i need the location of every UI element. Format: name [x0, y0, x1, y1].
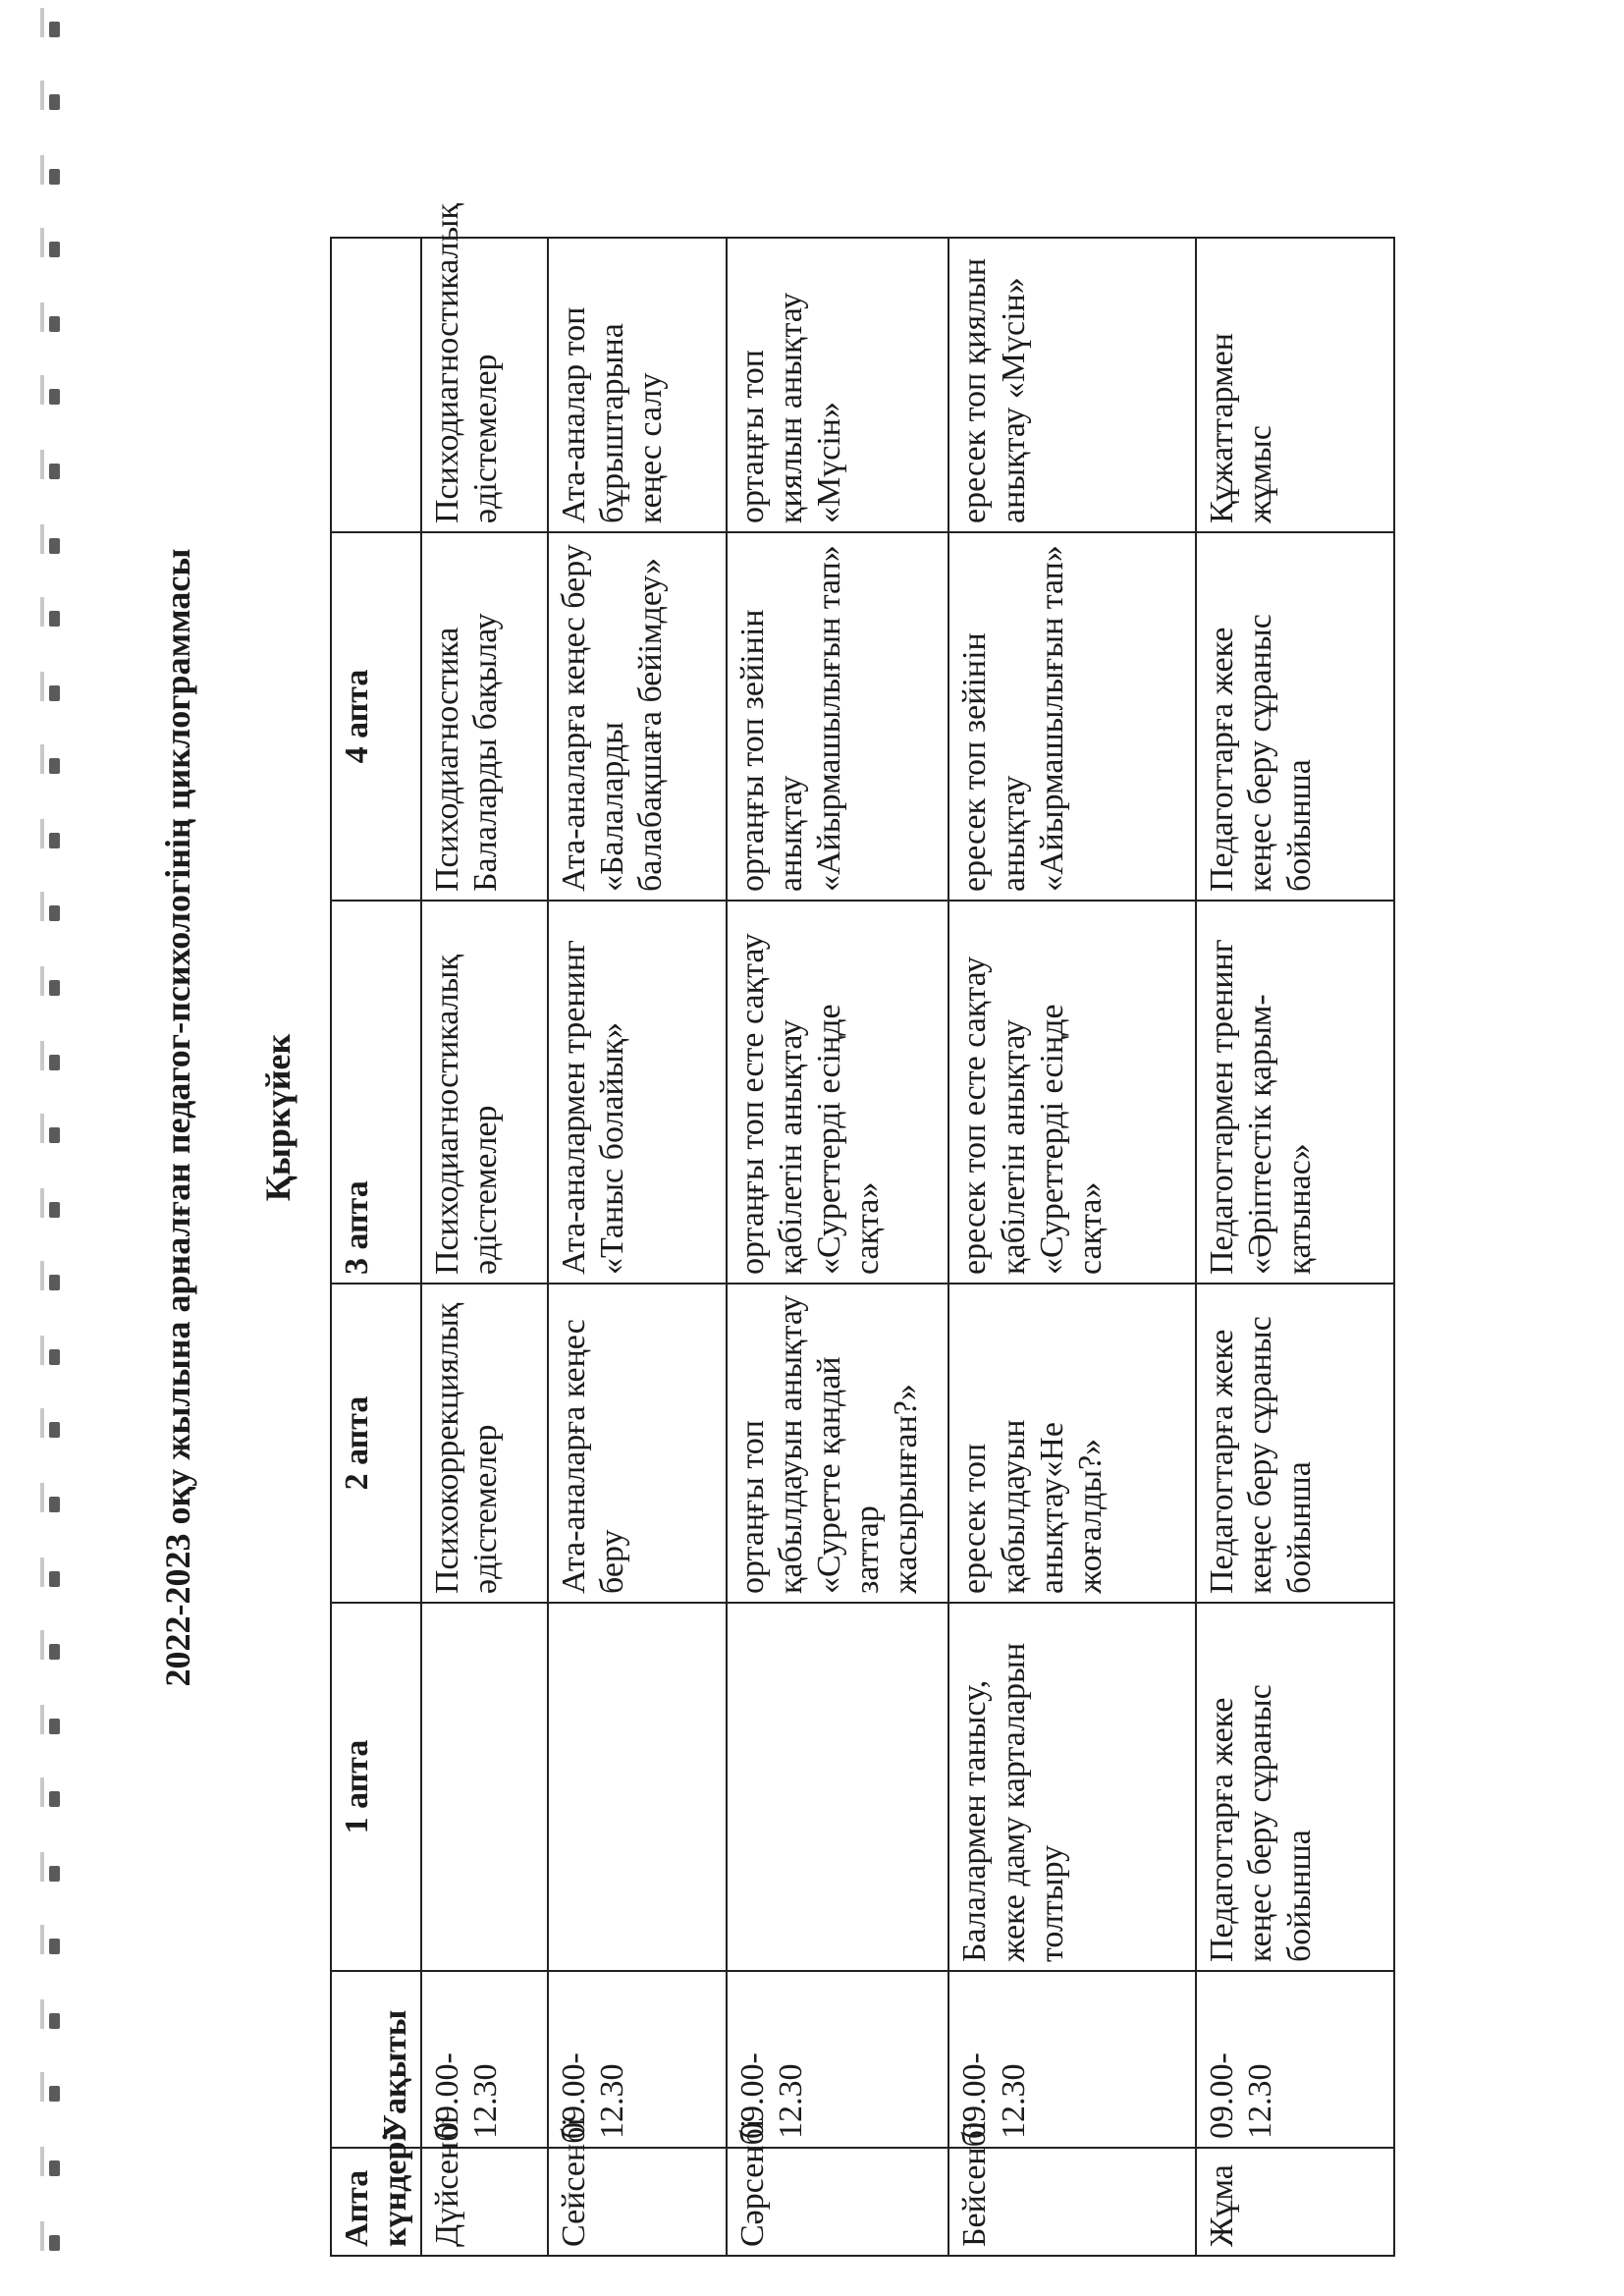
header-row — [331, 238, 421, 2256]
header-week4: 4 апта — [331, 532, 421, 901]
header-week2: 2 апта — [331, 1284, 421, 1603]
extra-cell: Психодиагностикалық әдістемелер — [421, 238, 548, 532]
week3-cell: ересек топ есте сақтау қабілетін анықтау «Суреттерді есіңде сақта» — [948, 901, 1196, 1284]
table-row — [948, 238, 1196, 2256]
extra-cell: Ата-аналар топ бұрыштарына кеңес салу — [548, 238, 726, 532]
table-row — [548, 238, 726, 2256]
week4-cell: Педагогтарға жеке кеңес беру сұраныс бойынша — [1196, 532, 1394, 901]
week1-cell: Педагогтарға жеке кеңес беру сұраныс бойынша — [1196, 1603, 1394, 1971]
header-extra — [331, 238, 421, 532]
day-cell: Сейсенбі — [548, 2148, 726, 2256]
cyclogram-table — [330, 202, 1395, 2257]
extra-cell: Құжаттармен жұмыс — [1196, 238, 1394, 532]
table-row — [1196, 238, 1394, 2256]
week1-cell: Балалармен танысу, жеке даму карталарын толтыру — [948, 1603, 1196, 1971]
day-cell: Бейсенбі — [948, 2148, 1196, 2256]
time-cell: 09.00-12.30 — [948, 1971, 1196, 2148]
week2-cell: ортаңғы топ қабылдауын анықтау «Суретте қандай заттар жасырынған?» — [727, 1284, 949, 1603]
time-cell: 09.00-12.30 — [548, 1971, 726, 2148]
header-time: Уақыты — [331, 1971, 421, 2148]
week4-cell: ортаңғы топ зейінін анықтау «Айырмашылығын тап» — [727, 532, 949, 901]
week1-cell — [548, 1603, 726, 1971]
header-days-line1: Апта — [339, 2169, 375, 2247]
day-cell: Дүйсенбі — [421, 2148, 548, 2256]
month-heading: Қыркүйек — [258, 1033, 298, 1202]
week1-cell — [727, 1603, 949, 1971]
header-days-line2: күндері — [377, 2132, 414, 2247]
week3-cell: Психодиагностикалық әдістемелер — [421, 901, 548, 1284]
extra-cell: ересек топ қиялын анықтау «Мүсін» — [948, 238, 1196, 532]
day-cell: Сәрсенбі — [727, 2148, 949, 2256]
week2-cell: Ата-аналарға кеңес беру — [548, 1284, 726, 1603]
week4-cell: Ата-аналарға кеңес беру «Балаларды балабақшаға бейімдеу» — [548, 532, 726, 901]
week2-cell: Психокоррекциялық әдістемелер — [421, 1284, 548, 1603]
week2-cell: ересек топ қабылдауын анықтау«Не жоғалды?» — [948, 1284, 1196, 1603]
week2-cell: Педагогтарға жеке кеңес беру сұраныс бойынша — [1196, 1284, 1394, 1603]
table-row — [727, 238, 949, 2256]
week4-cell: Психодиагностика Балаларды бақылау — [421, 532, 548, 901]
week3-cell: Педагогтармен тренинг «Әріптестік қарым-қатынас» — [1196, 901, 1394, 1284]
day-cell: Жұма — [1196, 2148, 1394, 2256]
header-days — [331, 2132, 421, 2256]
header-week1: 1 апта — [331, 1603, 421, 1971]
header-week3: 3 апта — [331, 901, 421, 1284]
extra-cell: ортаңғы топ қиялын анықтау «Мүсін» — [727, 238, 949, 532]
document-title: 2022-2023 оқу жылына арналған педагог-психологінің циклограммасы — [158, 548, 197, 1687]
table-row — [421, 238, 548, 2256]
time-cell: 09.00-12.30 — [1196, 1971, 1394, 2148]
week4-cell: ересек топ зейінін анықтау «Айырмашылығын тап» — [948, 532, 1196, 901]
time-cell: 09.00-12.30 — [727, 1971, 949, 2148]
week1-cell — [421, 1603, 548, 1971]
time-cell: 09.00-12.30 — [421, 1971, 548, 2148]
week3-cell: ортаңғы топ есте сақтау қабілетін анықтау «Суреттерді есіңде сақта» — [727, 901, 949, 1284]
week3-cell: Ата-аналармен тренинг «Таныс болайық» — [548, 901, 726, 1284]
